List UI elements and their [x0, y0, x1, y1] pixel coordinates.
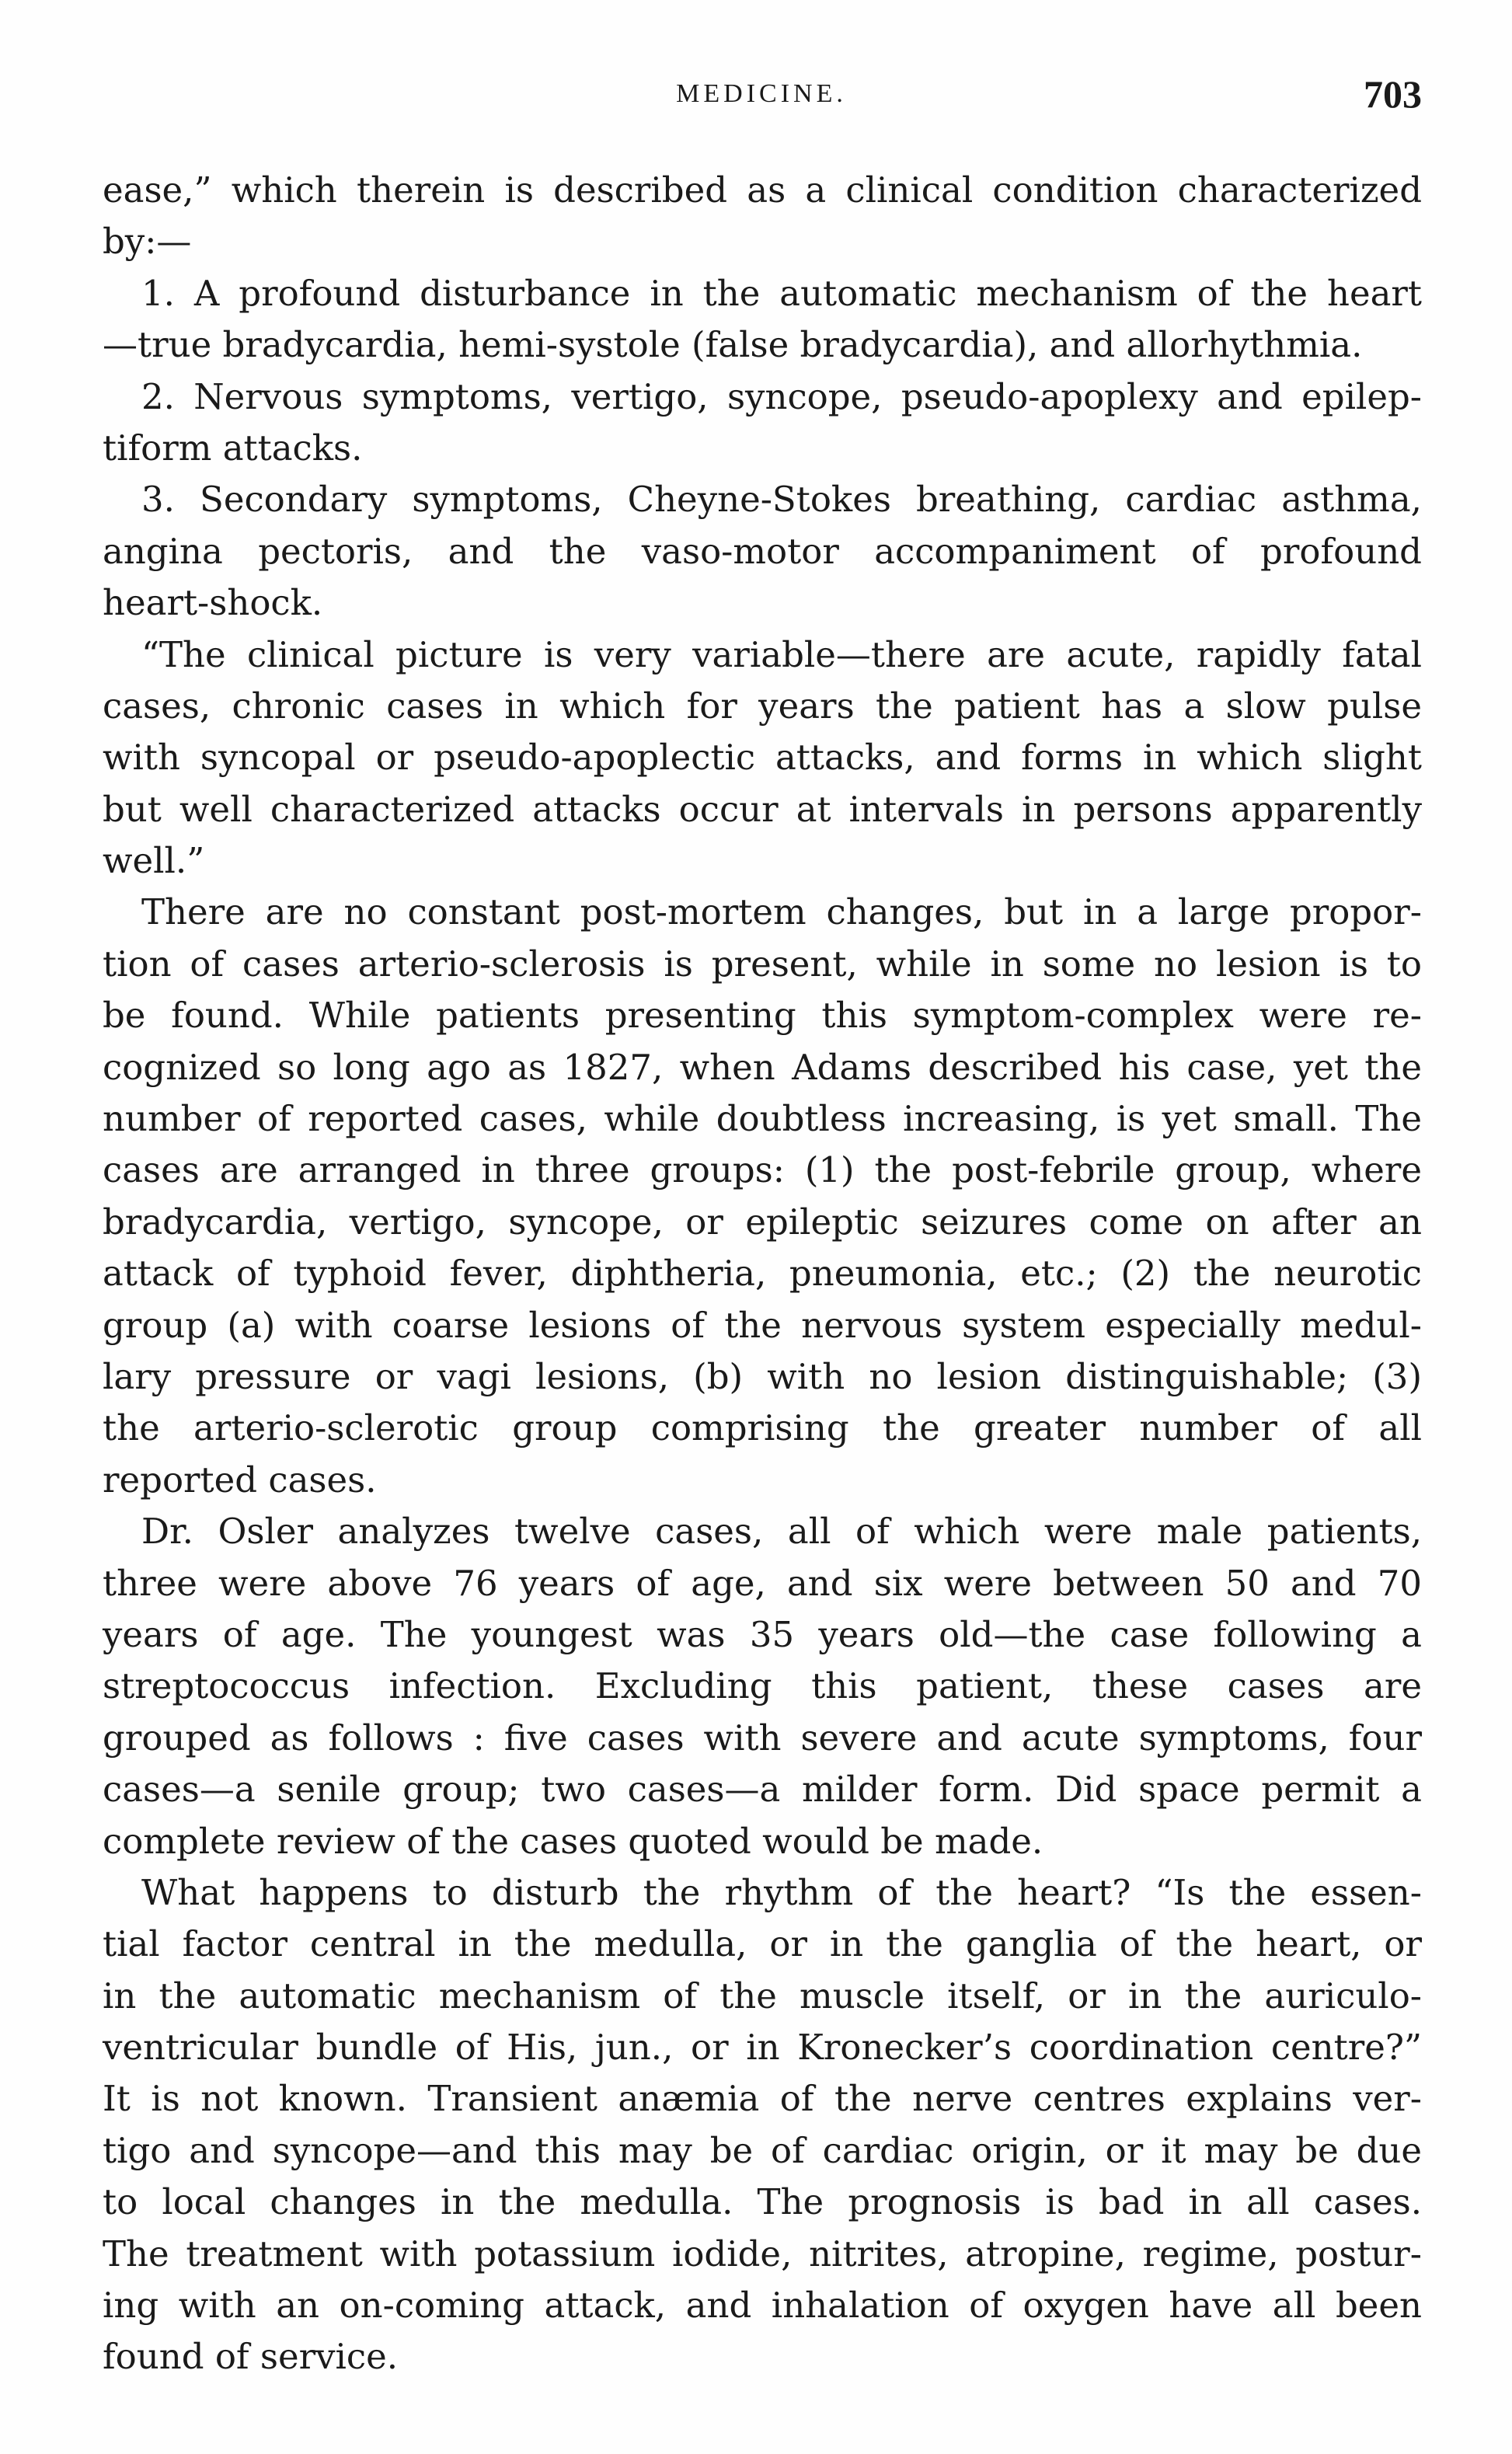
text-line: reported cases. — [103, 1459, 377, 1501]
text-line: tial factor central in the medulla, or in the ganglia of the heart, or — [103, 1923, 1422, 1965]
text-line: There are no constant post-mortem changes, but in a large propor- — [141, 891, 1422, 933]
text-line: tigo and syncope—and this may be of cardiac origin, or it may be due — [103, 2129, 1422, 2171]
text-line: heart-shock. — [103, 582, 323, 624]
text-line: well.” — [103, 840, 205, 882]
text-line: by:— — [103, 221, 192, 263]
text-line: ventricular bundle of His, jun., or in Kronecker’s coordination centre?” — [103, 2027, 1422, 2069]
text-line: group (a) with coarse lesions of the nervous system especially medul- — [103, 1304, 1422, 1346]
text-line: cases, chronic cases in which for years the patient has a slow pulse — [103, 685, 1422, 727]
text-line: bradycardia, vertigo, syncope, or epileptic seizures come on after an — [103, 1201, 1422, 1243]
text-line: Dr. Osler analyzes twelve cases, all of which were male patients, — [141, 1511, 1422, 1553]
text-line: 3. Secondary symptoms, Cheyne-Stokes breathing, cardiac asthma, — [141, 479, 1422, 521]
text-line: ing with an on-coming attack, and inhalation of oxygen have all been — [103, 2285, 1422, 2327]
text-line: What happens to disturb the rhythm of the heart? “Is the essen- — [141, 1871, 1422, 1913]
text-line: “The clinical picture is very variable—there are acute, rapidly fatal — [141, 633, 1422, 675]
text-line: attack of typhoid fever, diphtheria, pneumonia, etc.; (2) the neurotic — [103, 1253, 1422, 1295]
text-line: The treatment with potassium iodide, nitrites, atropine, regime, postur- — [103, 2233, 1422, 2274]
text-line: three were above 76 years of age, and six were between 50 and 70 — [103, 1562, 1422, 1604]
text-line: grouped as follows : five cases with severe and acute symptoms, four — [103, 1717, 1422, 1759]
text-line: cases—a senile group; two cases—a milder form. Did space permit a — [103, 1769, 1422, 1811]
text-line: ease,” which therein is described as a clinical condition characterized — [103, 169, 1422, 211]
text-line: 2. Nervous symptoms, vertigo, syncope, pseudo-apoplexy and epilep- — [141, 375, 1422, 417]
page-number: 703 — [1364, 72, 1422, 116]
text-line: but well characterized attacks occur at intervals in persons apparently — [103, 788, 1422, 830]
text-line: —true bradycardia, hemi-systole (false bradycardia), and allorhythmia. — [103, 324, 1363, 366]
text-line: tion of cases arterio-sclerosis is present, while in some no lesion is to — [103, 943, 1422, 985]
page-header — [101, 71, 1422, 126]
running-head: MEDICINE. — [676, 79, 847, 108]
text-line: be found. While patients presenting this symptom-complex were re- — [103, 995, 1422, 1037]
text-line: the arterio-sclerotic group comprising the greater number of all — [103, 1407, 1422, 1449]
text-line: with syncopal or pseudo-apoplectic attacks, and forms in which slight — [103, 737, 1422, 779]
text-line: tiform attacks. — [103, 427, 363, 469]
text-line: angina pectoris, and the vaso-motor accompaniment of profound — [103, 530, 1422, 572]
text-line: It is not known. Transient anæmia of the nerve centres explains ver- — [103, 2078, 1422, 2120]
text-line: years of age. The youngest was 35 years old—the case following a — [103, 1613, 1422, 1655]
text-line: found of service. — [103, 2336, 399, 2378]
text-line: cognized so long ago as 1827, when Adams described his case, yet the — [103, 1046, 1422, 1088]
text-line: lary pressure or vagi lesions, (b) with no lesion distinguishable; (3) — [103, 1355, 1422, 1397]
text-line: to local changes in the medulla. The prognosis is bad in all cases. — [103, 2181, 1422, 2223]
text-line: in the automatic mechanism of the muscle itself, or in the auriculo- — [103, 1975, 1422, 2017]
text-line: streptococcus infection. Excluding this patient, these cases are — [103, 1665, 1422, 1707]
text-line: 1. A profound disturbance in the automatic mechanism of the heart — [141, 272, 1422, 314]
text-line: cases are arranged in three groups: (1) the post-febrile group, where — [103, 1149, 1422, 1191]
body-text — [103, 165, 1422, 2383]
text-line: complete review of the cases quoted would be made. — [103, 1820, 1043, 1862]
text-line: number of reported cases, while doubtless increasing, is yet small. The — [103, 1098, 1422, 1140]
